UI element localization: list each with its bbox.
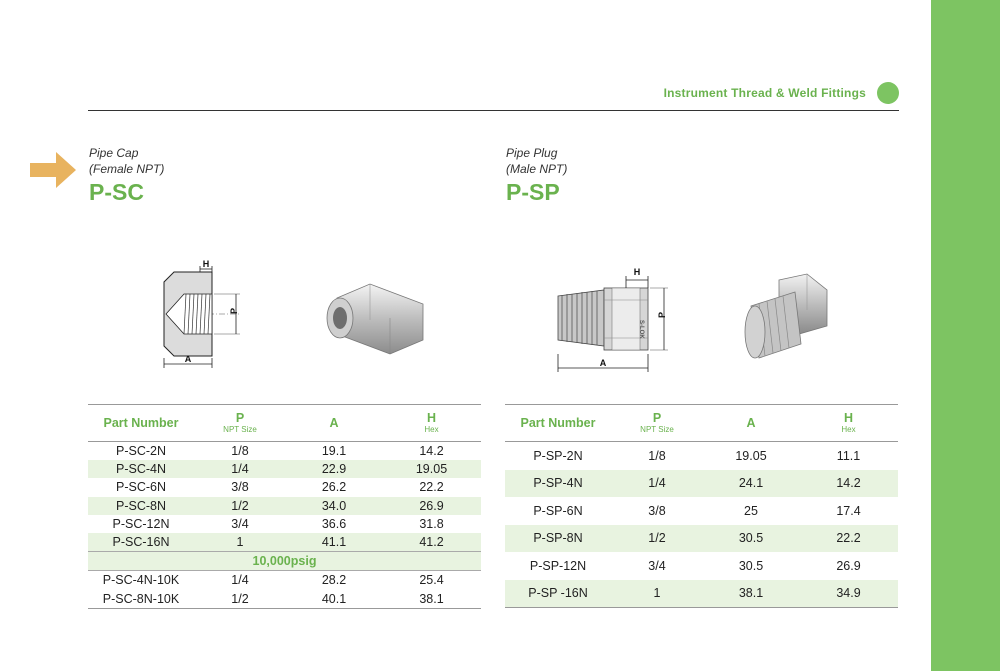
header-divider (88, 110, 899, 111)
cell-h: 38.1 (382, 590, 481, 609)
cell-p: 1 (194, 533, 286, 552)
column-header-part-number: Part Number (88, 405, 194, 442)
cell-h: 41.2 (382, 533, 481, 552)
cell-a: 19.05 (735, 448, 767, 463)
green-sidebar-band (931, 0, 1000, 671)
pipe-plug-product-image (735, 272, 835, 362)
cell-part-number: P-SP-4N (505, 470, 611, 498)
table-row (88, 590, 481, 609)
cell-p: 3/4 (231, 516, 249, 531)
arrow-right-icon (30, 152, 78, 188)
table-header-row (505, 405, 898, 442)
product-thread-type: (Male NPT) (506, 162, 568, 176)
product-code: P-SC (89, 179, 144, 205)
cell-part-number: P-SP-12N (529, 558, 587, 573)
cell-p: 1 (611, 580, 703, 608)
catalog-section-title: Instrument Thread & Weld Fittings (663, 86, 866, 100)
column-header-a: A (703, 405, 799, 442)
cell-a: 19.1 (321, 444, 347, 459)
product-heading-pipe-cap (89, 145, 164, 206)
table-row (505, 497, 898, 525)
column-header-h: H Hex (382, 405, 481, 442)
cell-p: 3/8 (231, 480, 249, 495)
column-header-a: A (286, 405, 382, 442)
table-row (505, 525, 898, 553)
brand-marking: S-LOK (638, 320, 644, 339)
product-thread-type: (Female NPT) (89, 162, 165, 176)
table-row (505, 552, 898, 580)
dimension-label-a: A (599, 358, 607, 368)
cell-part-number: P-SC-8N-10K (88, 590, 194, 609)
table-row (505, 442, 898, 470)
green-dot-icon (877, 82, 899, 104)
pipe-cap-product-image (315, 278, 430, 358)
cell-a: 40.1 (286, 590, 382, 609)
cell-a: 38.1 (703, 580, 799, 608)
pipe-cap-spec-table (88, 404, 481, 609)
cell-h: 34.9 (799, 580, 898, 608)
cell-a: 30.5 (738, 558, 764, 573)
cell-a: 22.9 (286, 460, 382, 478)
cell-part-number: P-SP -16N (505, 580, 611, 608)
cell-h: 22.2 (799, 525, 898, 553)
cell-h: 14.2 (799, 470, 898, 498)
pipe-plug-dimension-drawing (552, 262, 672, 374)
column-header-part-number: Part Number (505, 405, 611, 442)
dimension-label-a: A (184, 354, 192, 364)
table-row (88, 533, 481, 552)
cell-h: 25.4 (419, 573, 444, 588)
cell-p: 1/4 (194, 460, 286, 478)
cell-a: 34.0 (286, 497, 382, 515)
column-header-p: P NPT Size (194, 405, 286, 442)
cell-part-number: P-SC-6N (115, 480, 166, 495)
cell-a: 25 (744, 503, 758, 518)
table-row (88, 442, 481, 461)
table-header-row (88, 405, 481, 442)
cell-part-number: P-SC-4N (88, 460, 194, 478)
cell-p: 1/4 (231, 573, 249, 588)
table-row (88, 515, 481, 533)
product-heading-pipe-plug (506, 145, 567, 206)
cell-part-number: P-SC-8N (88, 497, 194, 515)
cell-p: 1/8 (648, 448, 666, 463)
product-name: Pipe Plug (506, 146, 558, 160)
cell-a: 30.5 (703, 525, 799, 553)
cell-part-number: P-SC-4N-10K (102, 573, 180, 588)
dimension-label-p: P (657, 311, 667, 318)
cell-p: 1/2 (194, 497, 286, 515)
pressure-rating-label: 10,000psig (88, 552, 481, 571)
cell-part-number: P-SC-16N (88, 533, 194, 552)
cell-h: 14.2 (419, 444, 444, 459)
product-name: Pipe Cap (89, 146, 139, 160)
table-row (88, 497, 481, 515)
cell-p: 1/4 (611, 470, 703, 498)
cell-p: 1/2 (194, 590, 286, 609)
cell-part-number: P-SP-6N (533, 503, 583, 518)
table-row (505, 580, 898, 608)
table-row (88, 460, 481, 478)
cell-a: 36.6 (321, 516, 347, 531)
cell-h: 17.4 (836, 503, 861, 518)
cell-h: 19.05 (382, 460, 481, 478)
cell-p: 3/4 (648, 558, 666, 573)
cell-h: 22.2 (419, 480, 444, 495)
product-code: P-SP (506, 179, 560, 205)
cell-p: 1/2 (611, 525, 703, 553)
cell-p: 1/8 (231, 444, 249, 459)
pressure-section-row (88, 552, 481, 571)
dimension-label-p: P (229, 307, 239, 314)
table-row (88, 478, 481, 496)
column-header-h: H Hex (799, 405, 898, 442)
dimension-label-h: H (633, 267, 641, 277)
cell-a: 26.2 (321, 480, 347, 495)
table-row (88, 571, 481, 590)
cell-part-number: P-SC-12N (112, 516, 170, 531)
column-header-p: P NPT Size (611, 405, 703, 442)
cell-part-number: P-SP-2N (533, 448, 583, 463)
cell-p: 3/8 (648, 503, 666, 518)
cell-h: 26.9 (836, 558, 861, 573)
cell-part-number: P-SC-2N (115, 444, 166, 459)
pipe-cap-dimension-drawing (150, 258, 250, 370)
cell-a: 28.2 (321, 573, 347, 588)
table-row (505, 470, 898, 498)
cell-h: 26.9 (382, 497, 481, 515)
cell-h: 31.8 (419, 516, 444, 531)
cell-h: 11.1 (836, 448, 861, 463)
dimension-label-h: H (202, 259, 210, 269)
pipe-plug-spec-table (505, 404, 898, 608)
cell-a: 24.1 (703, 470, 799, 498)
cell-part-number: P-SP-8N (505, 525, 611, 553)
cell-a: 41.1 (286, 533, 382, 552)
